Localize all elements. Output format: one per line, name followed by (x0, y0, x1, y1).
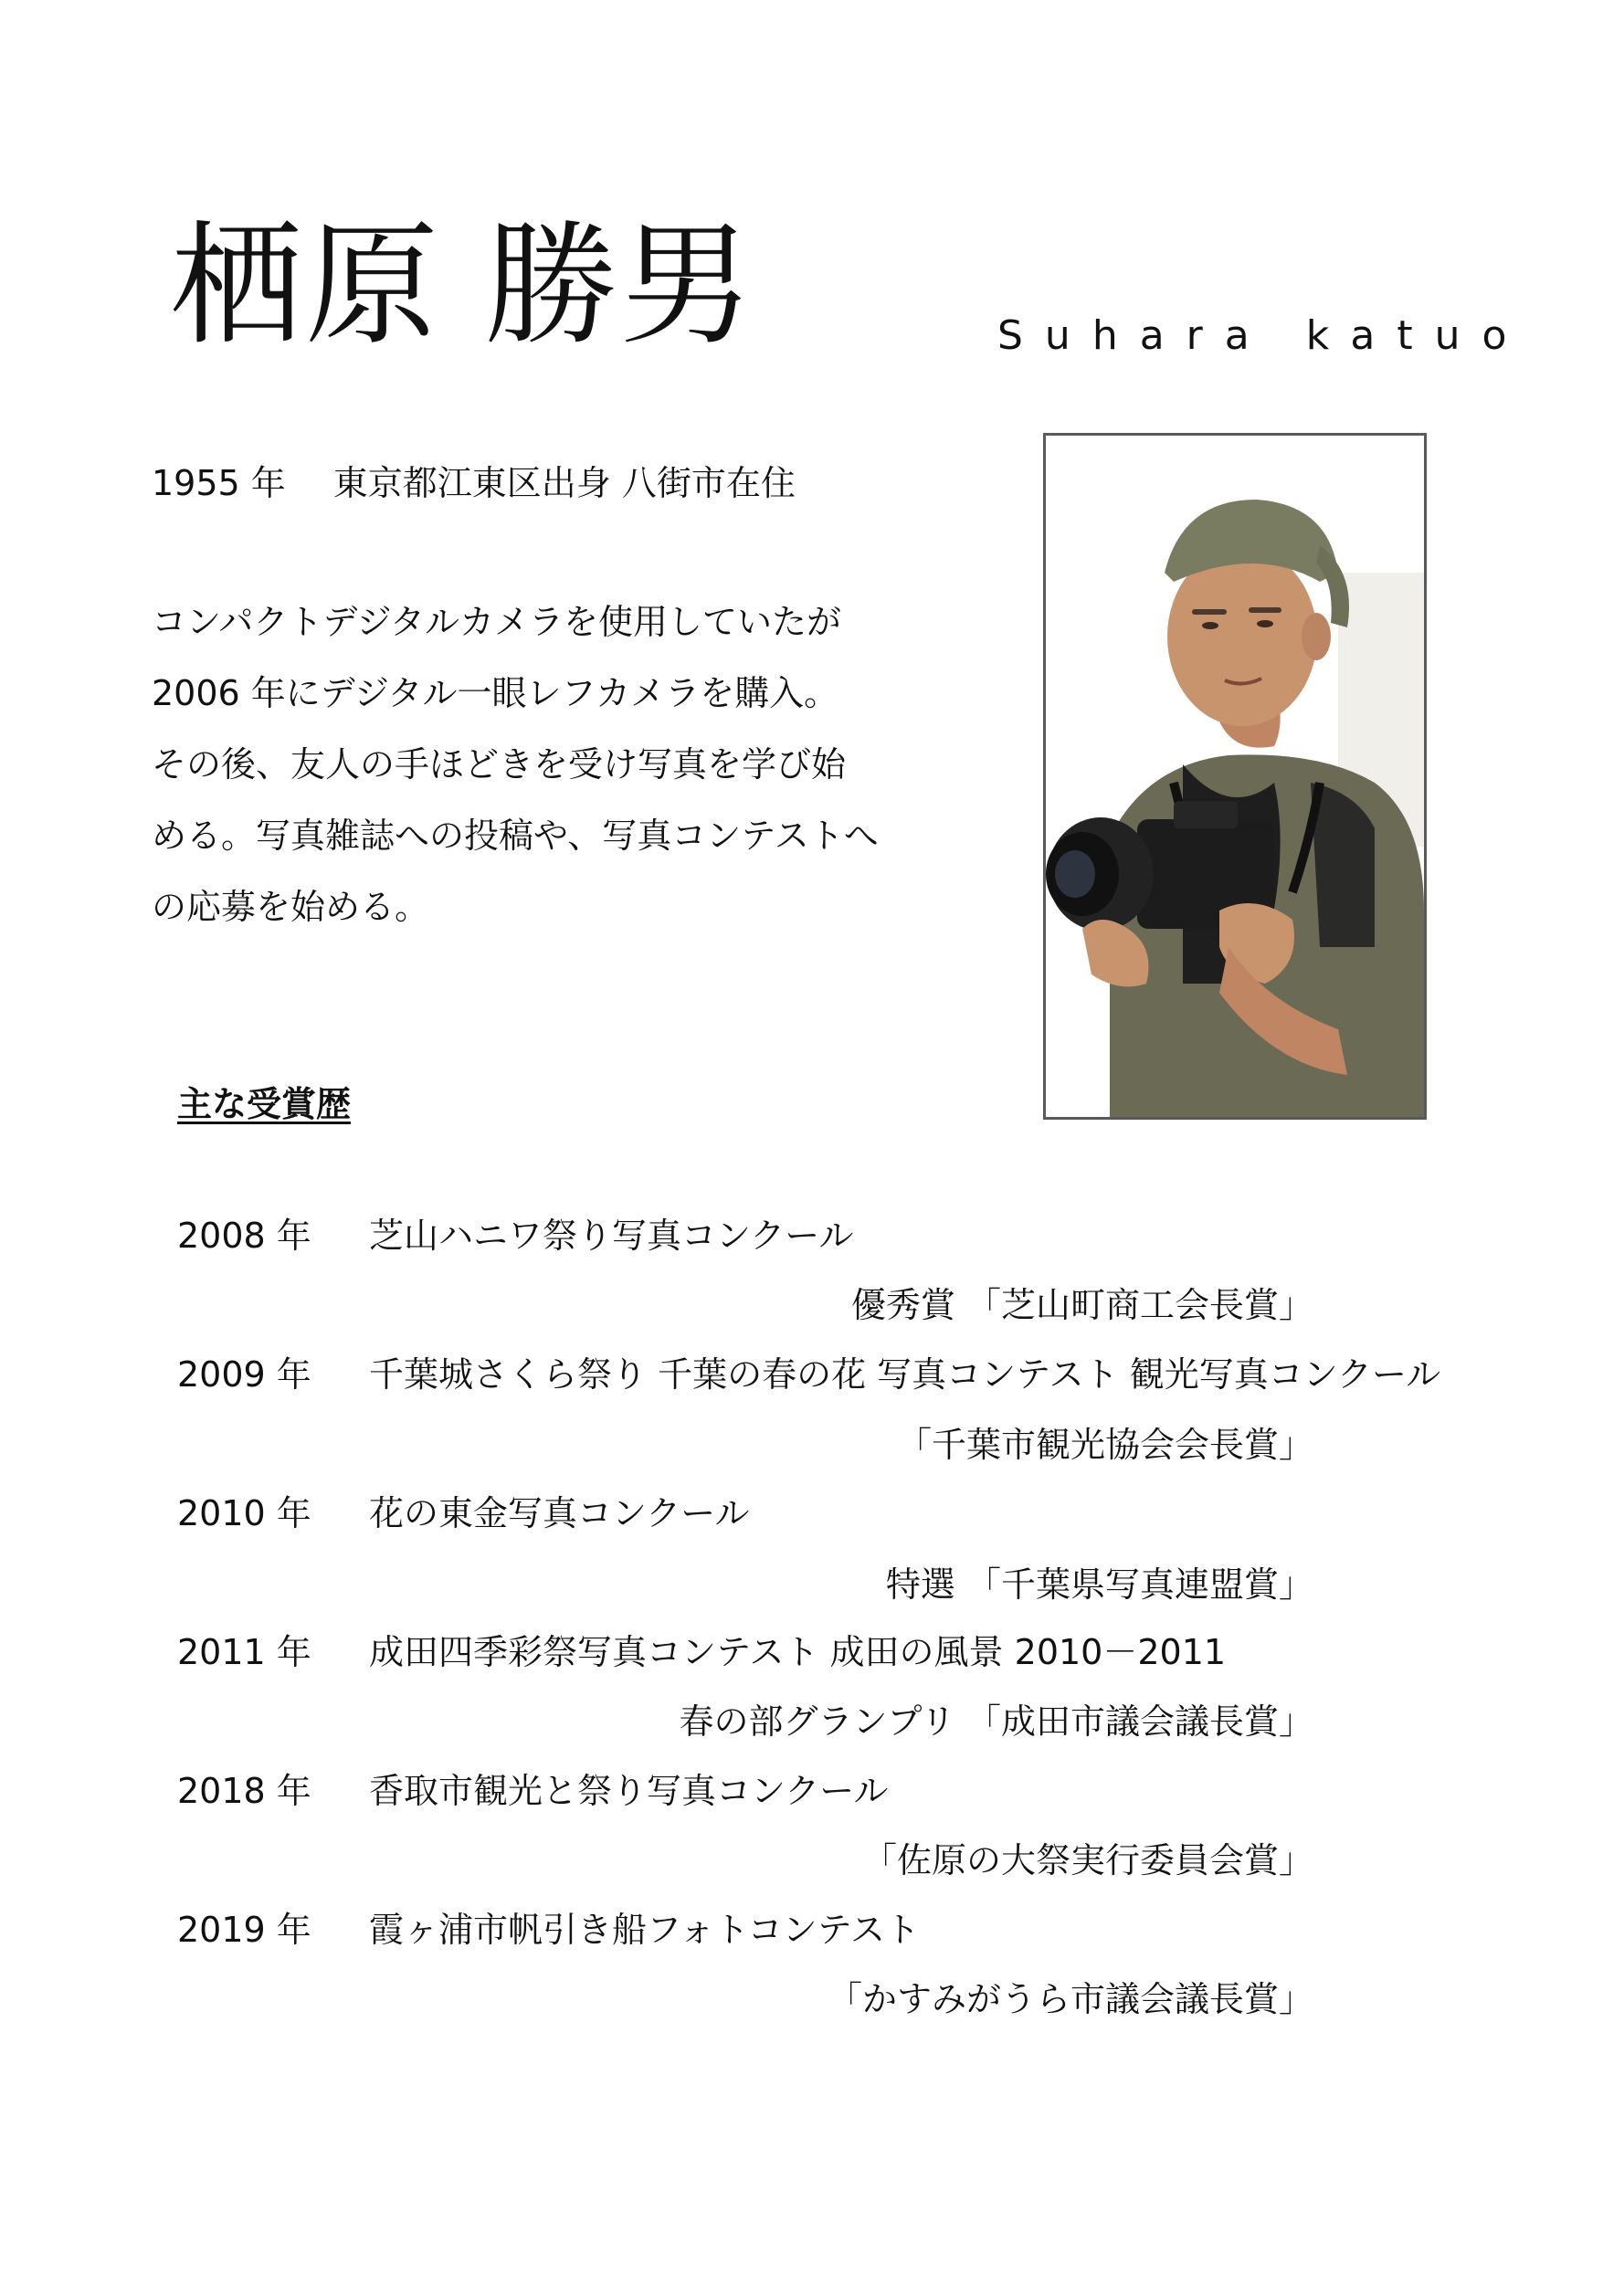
award-year: 2008 年 (177, 1216, 311, 1256)
award-title: 成田四季彩祭写真コンテスト 成田の風景 2010－2011 (369, 1632, 1227, 1672)
award-prize: 「千葉市観光協会会長賞」 (896, 1425, 1313, 1465)
intro-line: その後、友人の手ほどきを受け写真を学び始 (152, 744, 847, 785)
bio-birth-origin (152, 460, 796, 506)
award-prize: 春の部グランプリ 「成田市議会議長賞」 (679, 1701, 1313, 1742)
award-title: 千葉城さくら祭り 千葉の春の花 写真コンテスト 観光写真コンクール (369, 1354, 1441, 1395)
award-prize: 優秀賞 「芝山町商工会長賞」 (850, 1285, 1313, 1325)
award-prize: 特選 「千葉県写真連盟賞」 (885, 1564, 1313, 1605)
birth-year: 1955 年 (152, 463, 286, 503)
person-with-camera-photo-icon (1046, 436, 1424, 1117)
award-title: 香取市観光と祭り写真コンクール (369, 1771, 889, 1811)
name-romaji: Suhara katuo (997, 312, 1529, 359)
name-japanese: 栖原 勝男 (170, 208, 755, 363)
awards-heading: 主な受賞歴 (177, 1084, 352, 1124)
portrait-photo (1043, 433, 1427, 1120)
intro-line: の応募を始める。 (152, 887, 430, 927)
award-year: 2009 年 (177, 1354, 311, 1395)
award-prize: 「佐原の大祭実行委員会賞」 (861, 1840, 1313, 1880)
award-year: 2018 年 (177, 1771, 311, 1811)
intro-line: コンパクトデジタルカメラを使用していたが (152, 602, 842, 642)
intro-paragraph (152, 586, 901, 943)
award-year: 2019 年 (177, 1910, 311, 1950)
award-year: 2011 年 (177, 1632, 311, 1672)
award-title: 花の東金写真コンクール (369, 1493, 750, 1533)
intro-line: める。写真雑誌への投稿や、写真コンテストへ (152, 816, 879, 856)
intro-line: 2006 年にデジタル一眼レフカメラを購入。 (152, 673, 839, 713)
award-title: 芝山ハニワ祭り写真コンクール (369, 1216, 854, 1256)
award-prize: 「かすみがうら市議会議長賞」 (827, 1979, 1313, 2019)
origin-text: 東京都江東区出身 八街市在住 (332, 463, 796, 503)
award-year: 2010 年 (177, 1493, 311, 1533)
award-title: 霞ヶ浦市帆引き船フォトコンテスト (369, 1910, 921, 1950)
